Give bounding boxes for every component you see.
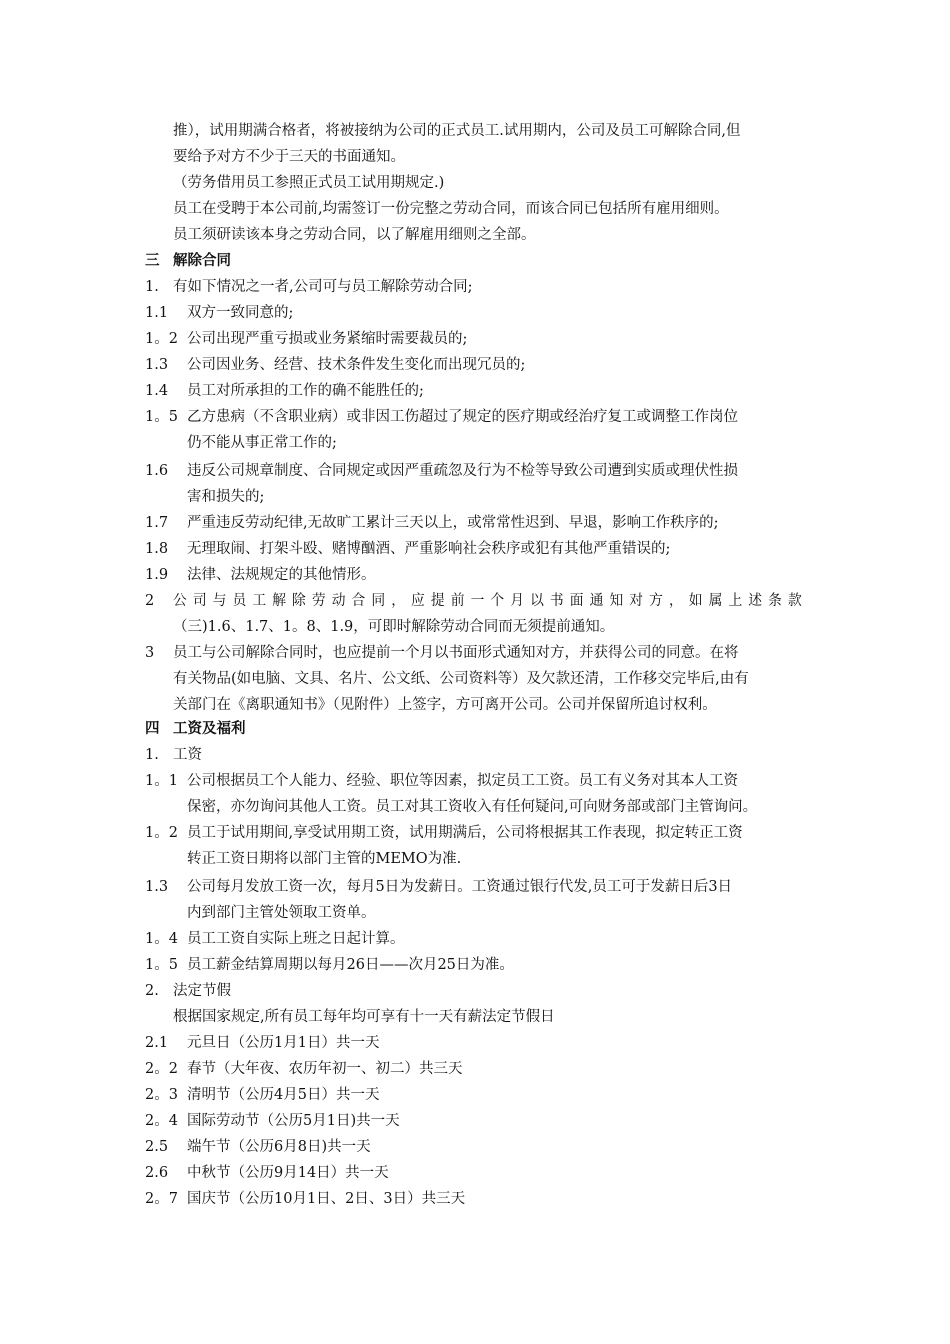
holiday-text: 元旦日（公历1月1日）共一天 xyxy=(187,1035,380,1051)
holiday-number: 2。4 xyxy=(145,1113,178,1129)
holiday-text: 国庆节（公历10月1日、2日、3日）共三天 xyxy=(187,1191,466,1207)
item-text: 双方一致同意的; xyxy=(187,305,294,321)
item-text: 员工与公司解除合同时，也应提前一个月以书面形式通知对方，并获得公司的同意。在将 xyxy=(173,645,739,661)
item-text: 有如下情况之一者,公司可与员工解除劳动合同; xyxy=(173,279,473,295)
section-heading: 解除合同 xyxy=(173,252,231,269)
item-text-continued: 保密，亦勿询问其他人工资。员工对其工资收入有任何疑问,可向财务部或部门主管询问。 xyxy=(187,799,758,815)
intro-line: 要给予对方不少于三天的书面通知。 xyxy=(173,149,405,165)
item-number: 1.3 xyxy=(145,879,169,895)
section-heading: 工资及福利 xyxy=(173,720,246,737)
item-number: 1. xyxy=(145,279,159,295)
item-text: 公司每月发放工资一次，每月5日为发薪日。工资通过银行代发,员工可于发薪日后3日 xyxy=(187,879,733,895)
item-number: 1.4 xyxy=(145,383,169,399)
item-number: 1.3 xyxy=(145,357,169,373)
holiday-text: 春节（大年夜、农历年初一、初二）共三天 xyxy=(187,1061,463,1077)
item-number: 1。4 xyxy=(145,931,178,947)
intro-line: 推），试用期满合格者，将被接纳为公司的正式员工.试用期内，公司及员工可解除合同,但 xyxy=(173,123,741,139)
item-number: 1.1 xyxy=(145,305,169,321)
subsection-number: 1. xyxy=(145,747,159,763)
subsection-number: 2. xyxy=(145,983,159,999)
item-text: 员工于试用期间,享受试用期工资，试用期满后，公司将根据其工作表现，拟定转正工资 xyxy=(187,825,743,841)
item-number: 1。5 xyxy=(145,957,178,973)
item-text-continued: 有关物品(如电脑、文具、名片、公文纸、公司资料等）及欠款还清，工作移交完毕后,由有 xyxy=(173,671,749,687)
holiday-text: 国际劳动节（公历5月1日)共一天 xyxy=(187,1113,400,1129)
item-number: 1。2 xyxy=(145,825,178,841)
item-text: 法律、法规规定的其他情形。 xyxy=(187,567,376,583)
holiday-number: 2.1 xyxy=(145,1035,169,1051)
item-number: 3 xyxy=(145,645,155,661)
item-text-continued: （三)1.6、1.7、1。8、1.9，可即时解除劳动合同而无须提前通知。 xyxy=(173,619,615,635)
subsection-title: 法定节假 xyxy=(173,983,231,999)
item-text: 公司根据员工个人能力、经验、职位等因素，拟定员工工资。员工有义务对其本人工资 xyxy=(187,773,738,789)
subsection-title: 工资 xyxy=(173,747,202,763)
item-text: 公司出现严重亏损或业务紧缩时需要裁员的; xyxy=(187,331,468,347)
item-number: 2 xyxy=(145,593,155,609)
item-text-continued: 仍不能从事正常工作的; xyxy=(187,435,337,451)
holiday-number: 2.6 xyxy=(145,1165,169,1181)
item-text-continued: 转正工资日期将以部门主管的MEMO为准. xyxy=(187,851,462,867)
holiday-text: 中秋节（公历9月14日）共一天 xyxy=(187,1165,389,1181)
holiday-number: 2.5 xyxy=(145,1139,169,1155)
item-text-continued: 内到部门主管处领取工资单。 xyxy=(187,905,376,921)
holiday-number: 2。2 xyxy=(145,1061,178,1077)
item-text: 公司因业务、经营、技术条件发生变化而出现冗员的; xyxy=(187,357,526,373)
item-number: 1.8 xyxy=(145,541,169,557)
intro-line: 员工须研读该本身之劳动合同，以了解雇用细则之全部。 xyxy=(173,227,536,243)
item-number: 1。2 xyxy=(145,331,178,347)
item-text: 员工对所承担的工作的确不能胜任的; xyxy=(187,383,424,399)
item-number: 1。5 xyxy=(145,409,178,425)
intro-line: （劳务借用员工参照正式员工试用期规定.) xyxy=(173,175,445,191)
section-number: 四 xyxy=(145,720,160,737)
item-text: 无理取闹、打架斗殴、赌博酗酒、严重影响社会秩序或犯有其他严重错误的; xyxy=(187,541,671,557)
holiday-intro: 根据国家规定,所有员工每年均可享有十一天有薪法定节假日 xyxy=(173,1009,555,1025)
item-text-continued: 关部门在《离职通知书》（见附件）上签字，方可离开公司。公司并保留所追讨权利。 xyxy=(173,697,717,713)
item-number: 1.6 xyxy=(145,463,169,479)
intro-line: 员工在受聘于本公司前,均需签订一份完整之劳动合同，而该合同已包括所有雇用细则。 xyxy=(173,201,729,217)
holiday-text: 端午节（公历6月8日)共一天 xyxy=(187,1139,371,1155)
item-number: 1。1 xyxy=(145,773,178,789)
item-text: 违反公司规章制度、合同规定或因严重疏忽及行为不检等导致公司遭到实质或理伏性损 xyxy=(187,463,738,479)
item-number: 1.9 xyxy=(145,567,169,583)
holiday-number: 2。7 xyxy=(145,1191,178,1207)
item-text: 公司与员工解除劳动合同，应提前一个月以书面通知对方，如属上述条款 xyxy=(173,593,808,609)
item-text-continued: 害和损失的; xyxy=(187,489,265,505)
holiday-number: 2。3 xyxy=(145,1087,178,1103)
holiday-text: 清明节（公历4月5日）共一天 xyxy=(187,1087,380,1103)
item-text: 严重违反劳动纪律,无故旷工累计三天以上，或常常性迟到、早退，影响工作秩序的; xyxy=(187,515,719,531)
item-text: 乙方患病（不含职业病）或非因工伤超过了规定的医疗期或经治疗复工或调整工作岗位 xyxy=(187,409,738,425)
item-number: 1.7 xyxy=(145,515,169,531)
section-number: 三 xyxy=(145,252,160,269)
item-text: 员工薪金结算周期以每月26日——次月25日为准。 xyxy=(187,957,514,973)
item-text: 员工工资自实际上班之日起计算。 xyxy=(187,931,405,947)
